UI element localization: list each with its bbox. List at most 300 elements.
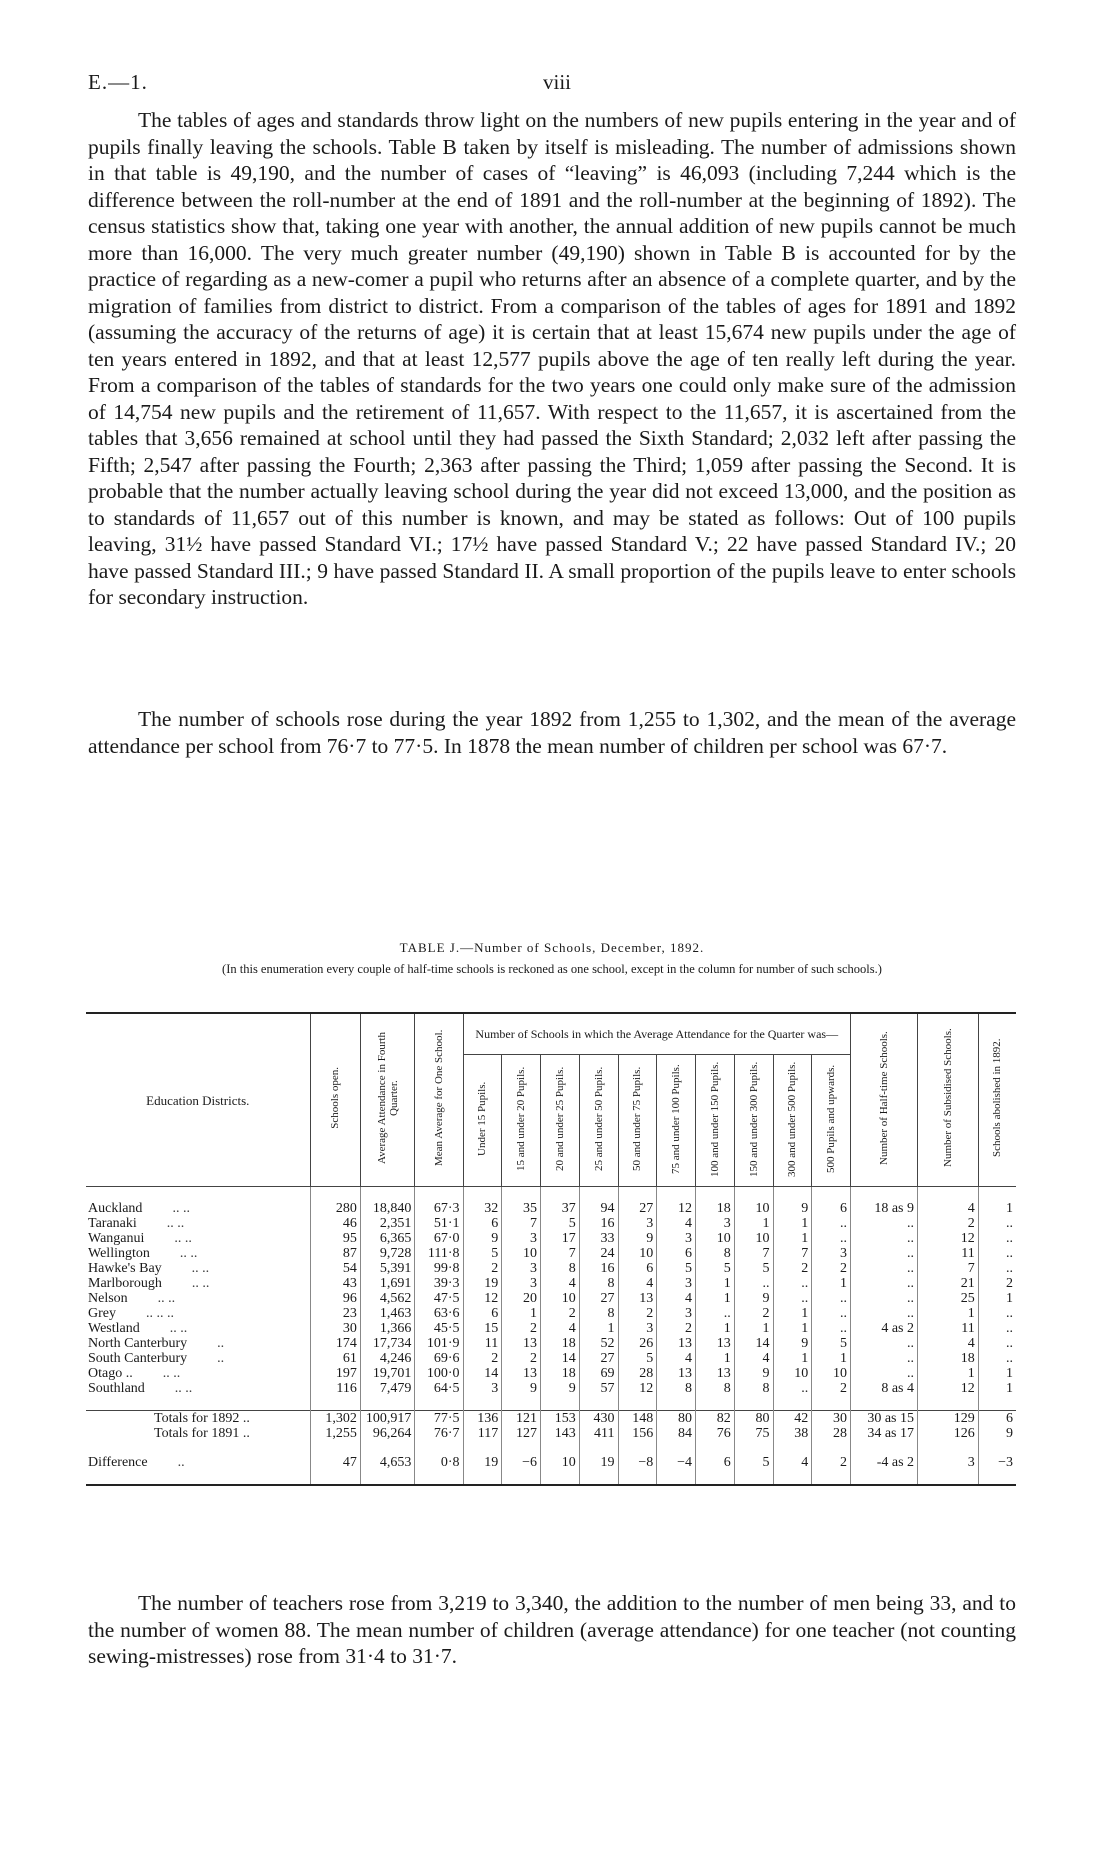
table-cell: −6 — [502, 1455, 541, 1470]
table-cell: 13 — [657, 1336, 696, 1351]
table-row — [86, 1276, 1016, 1291]
table-cell: .. — [773, 1276, 812, 1291]
table-cell: 1 — [918, 1306, 979, 1321]
table-cell: 1 — [978, 1201, 1016, 1216]
table-cell: 63·6 — [415, 1306, 463, 1321]
table-cell: 1 — [812, 1276, 851, 1291]
table-cell: 2 — [541, 1306, 580, 1321]
table-cell: 4 as 2 — [851, 1321, 918, 1336]
table-cell: 100·0 — [415, 1366, 463, 1381]
table-row — [86, 1246, 1016, 1261]
leader-dots: .. .. .. — [146, 1306, 174, 1321]
table-cell: 95 — [310, 1231, 360, 1246]
header-20-25: 20 and under 25 Pupils. — [541, 1055, 580, 1187]
table-cell: 9,728 — [360, 1246, 414, 1261]
table-cell: .. — [851, 1291, 918, 1306]
district-name: Southland — [88, 1381, 145, 1396]
table-cell: 4 — [734, 1351, 773, 1366]
table-cell: 5 — [657, 1261, 696, 1276]
table-cell: 1 — [918, 1366, 979, 1381]
table-cell: .. — [851, 1261, 918, 1276]
table-cell: 96 — [310, 1291, 360, 1306]
table-cell: 32 — [463, 1201, 502, 1216]
table-cell: 15 — [463, 1321, 502, 1336]
table-cell: 87 — [310, 1246, 360, 1261]
leader-dots: .. — [177, 1455, 185, 1470]
table-cell: 1 — [978, 1366, 1016, 1381]
table-cell: 23 — [310, 1306, 360, 1321]
table-cell: 20 — [502, 1291, 541, 1306]
district-name-cell — [86, 1381, 310, 1396]
leader-dots: .. .. — [172, 1201, 190, 1216]
table-cell: 67·3 — [415, 1201, 463, 1216]
table-cell: 6 — [696, 1455, 735, 1470]
schools-table — [86, 1012, 1016, 1486]
table-cell: 3 — [657, 1306, 696, 1321]
leader-dots: .. .. — [174, 1381, 193, 1396]
table-cell: 1 — [978, 1381, 1016, 1396]
table-row — [86, 1261, 1016, 1276]
table-cell: 2 — [463, 1351, 502, 1366]
leader-dots: .. — [217, 1351, 225, 1366]
table-cell: 7 — [918, 1261, 979, 1276]
table-cell: .. — [812, 1321, 851, 1336]
table-cell: 80 — [734, 1411, 773, 1427]
table-cell: 14 — [541, 1351, 580, 1366]
table-cell: .. — [851, 1276, 918, 1291]
table-cell: 2 — [657, 1321, 696, 1336]
table-row — [86, 1336, 1016, 1351]
table-cell: .. — [851, 1351, 918, 1366]
table-cell: 280 — [310, 1201, 360, 1216]
totals-row — [86, 1411, 1016, 1427]
table-cell: .. — [773, 1381, 812, 1396]
header-average-attendance: Average Attendance in Fourth Quarter. — [360, 1013, 414, 1187]
table-cell: 143 — [541, 1426, 580, 1441]
district-name-cell — [86, 1351, 310, 1366]
table-cell: 100,917 — [360, 1411, 414, 1427]
table-cell: 121 — [502, 1411, 541, 1427]
table-cell: 2 — [773, 1261, 812, 1276]
table-cell: 33 — [579, 1231, 618, 1246]
district-name-cell — [86, 1336, 310, 1351]
table-cell: 0·8 — [415, 1455, 463, 1470]
table-cell: 117 — [463, 1426, 502, 1441]
table-cell: 5 — [812, 1336, 851, 1351]
table-cell: 3 — [502, 1276, 541, 1291]
table-cell: 17,734 — [360, 1336, 414, 1351]
table-cell: 5 — [618, 1351, 657, 1366]
district-name-cell — [86, 1216, 310, 1231]
leader-dots: .. .. — [166, 1216, 185, 1231]
table-cell: 136 — [463, 1411, 502, 1427]
table-cell: .. — [812, 1306, 851, 1321]
district-name: Hawke's Bay — [88, 1261, 162, 1276]
header-300-500: 300 and under 500 Pupils. — [773, 1055, 812, 1187]
table-cell: 80 — [657, 1411, 696, 1427]
district-name: South Canterbury — [88, 1351, 188, 1366]
difference-row — [86, 1455, 1016, 1470]
document-reference: E.—1. — [88, 70, 148, 94]
leader-dots: .. .. — [191, 1261, 210, 1276]
leader-dots: .. .. — [191, 1276, 210, 1291]
table-cell: 11 — [918, 1321, 979, 1336]
header-mean-average: Mean Average for One School. — [415, 1013, 463, 1187]
table-row — [86, 1216, 1016, 1231]
table-caption: TABLE J.—Number of Schools, December, 1892. — [399, 940, 705, 955]
table-cell: 111·8 — [415, 1246, 463, 1261]
table-cell: 1 — [773, 1351, 812, 1366]
table-cell: 4 — [773, 1455, 812, 1470]
header-half-time: Number of Half-time Schools. — [851, 1013, 918, 1187]
table-cell: 25 — [918, 1291, 979, 1306]
table-cell: 4,246 — [360, 1351, 414, 1366]
table-note: (In this enumeration every couple of half-time schools is reckoned as one school, except in the column for number of such schools.) — [222, 962, 882, 976]
table-cell: 8 — [734, 1381, 773, 1396]
table-cell: .. — [812, 1216, 851, 1231]
table-cell: 6 — [812, 1201, 851, 1216]
district-name: Otago .. — [88, 1366, 133, 1381]
table-cell: .. — [978, 1246, 1016, 1261]
district-name: Totals for 1892 .. — [154, 1411, 250, 1426]
table-row — [86, 1201, 1016, 1216]
table-cell: 6 — [463, 1216, 502, 1231]
table-cell: 1 — [734, 1216, 773, 1231]
table-cell: 3 — [657, 1276, 696, 1291]
district-name-cell — [86, 1276, 310, 1291]
table-cell: .. — [978, 1261, 1016, 1276]
spacer-row — [86, 1441, 1016, 1455]
table-cell: 3 — [696, 1216, 735, 1231]
table-cell: 5 — [696, 1261, 735, 1276]
table-cell: .. — [851, 1366, 918, 1381]
district-name-cell — [86, 1366, 310, 1381]
table-cell: 34 as 17 — [851, 1426, 918, 1441]
table-cell: 77·5 — [415, 1411, 463, 1427]
header-district: Education Districts. — [86, 1013, 310, 1187]
table-cell: 1,463 — [360, 1306, 414, 1321]
table-cell: -4 as 2 — [851, 1455, 918, 1470]
table-cell: 197 — [310, 1366, 360, 1381]
table-cell: 46 — [310, 1216, 360, 1231]
table-cell: 1,691 — [360, 1276, 414, 1291]
table-cell: .. — [851, 1246, 918, 1261]
table-cell: 45·5 — [415, 1321, 463, 1336]
table-row — [86, 1351, 1016, 1366]
table-cell: 4 — [657, 1351, 696, 1366]
table-row — [86, 1366, 1016, 1381]
paragraph-schools-count: The number of schools rose during the year 1892 from 1,255 to 1,302, and the mean of the average attendance per school from 76·7 to 77·5. In 1878 the mean number of children per school was 67·7. — [88, 707, 1016, 758]
table-cell: 18 — [918, 1351, 979, 1366]
table-cell: 47·5 — [415, 1291, 463, 1306]
district-name-cell — [86, 1261, 310, 1276]
table-cell: 16 — [579, 1261, 618, 1276]
table-cell: 9 — [618, 1231, 657, 1246]
table-cell: 9 — [773, 1336, 812, 1351]
table-cell: 3 — [463, 1381, 502, 1396]
table-cell: 8 — [696, 1246, 735, 1261]
table-cell: 153 — [541, 1411, 580, 1427]
table-cell: 5 — [734, 1261, 773, 1276]
table-cell: 1 — [773, 1216, 812, 1231]
table-cell: 52 — [579, 1336, 618, 1351]
table-cell: 14 — [463, 1366, 502, 1381]
header-15-20: 15 and under 20 Pupils. — [502, 1055, 541, 1187]
table-cell: 7 — [541, 1246, 580, 1261]
table-cell: 8 — [696, 1381, 735, 1396]
table-cell: 94 — [579, 1201, 618, 1216]
table-cell: 19,701 — [360, 1366, 414, 1381]
page-number: viii — [542, 70, 571, 94]
table-cell: 10 — [696, 1231, 735, 1246]
table-cell: 13 — [696, 1366, 735, 1381]
table-row — [86, 1231, 1016, 1246]
table-cell: 7 — [773, 1246, 812, 1261]
table-cell: 4,562 — [360, 1291, 414, 1306]
table-cell: 2 — [978, 1276, 1016, 1291]
district-name-cell — [86, 1426, 310, 1441]
table-cell: 129 — [918, 1411, 979, 1427]
header-100-150: 100 and under 150 Pupils. — [696, 1055, 735, 1187]
table-cell: 18 — [541, 1336, 580, 1351]
table-cell: 9 — [734, 1366, 773, 1381]
table-row — [86, 1291, 1016, 1306]
table-cell: 4 — [541, 1276, 580, 1291]
header-25-50: 25 and under 50 Pupils. — [579, 1055, 618, 1187]
table-cell: .. — [734, 1276, 773, 1291]
table-cell: 43 — [310, 1276, 360, 1291]
table-cell: 38 — [773, 1426, 812, 1441]
leader-dots: .. .. — [174, 1231, 192, 1246]
table-cell: 7 — [502, 1216, 541, 1231]
table-cell: 4 — [541, 1321, 580, 1336]
table-cell: 10 — [773, 1366, 812, 1381]
table-cell: .. — [773, 1291, 812, 1306]
table-cell: 2 — [618, 1306, 657, 1321]
district-name: Totals for 1891 .. — [154, 1426, 250, 1441]
table-cell: 42 — [773, 1411, 812, 1427]
table-cell: 57 — [579, 1381, 618, 1396]
table-cell: 18 as 9 — [851, 1201, 918, 1216]
table-cell: 1 — [812, 1351, 851, 1366]
table-cell: 76 — [696, 1426, 735, 1441]
table-cell: 2 — [502, 1321, 541, 1336]
table-cell: 39·3 — [415, 1276, 463, 1291]
table-cell: 6 — [463, 1306, 502, 1321]
table-cell: 17 — [541, 1231, 580, 1246]
table-cell: 64·5 — [415, 1381, 463, 1396]
table-cell: 1 — [696, 1291, 735, 1306]
table-cell: 1 — [734, 1321, 773, 1336]
leader-dots: .. — [217, 1336, 225, 1351]
table-cell: 4 — [618, 1276, 657, 1291]
table-cell: 10 — [812, 1366, 851, 1381]
table-cell: 1 — [502, 1306, 541, 1321]
table-cell: 27 — [618, 1201, 657, 1216]
district-name: Difference — [88, 1455, 148, 1470]
table-cell: 8 — [657, 1381, 696, 1396]
table-cell: −8 — [618, 1455, 657, 1470]
table-cell: 1 — [773, 1321, 812, 1336]
table-cell: 12 — [918, 1231, 979, 1246]
table-cell: 10 — [541, 1455, 580, 1470]
table-cell: 5 — [541, 1216, 580, 1231]
header-75-100: 75 and under 100 Pupils. — [657, 1055, 696, 1187]
header-schools-open: Schools open. — [310, 1013, 360, 1187]
table-cell: 13 — [696, 1336, 735, 1351]
table-cell: 4 — [657, 1216, 696, 1231]
table-cell: 76·7 — [415, 1426, 463, 1441]
table-cell: 30 as 15 — [851, 1411, 918, 1427]
table-cell: 12 — [618, 1381, 657, 1396]
table-cell: 4 — [918, 1336, 979, 1351]
table-cell: 1,255 — [310, 1426, 360, 1441]
table-cell: 69 — [579, 1366, 618, 1381]
table-cell: 18 — [541, 1366, 580, 1381]
table-cell: .. — [978, 1216, 1016, 1231]
district-name: Nelson — [88, 1291, 128, 1306]
table-cell: 116 — [310, 1381, 360, 1396]
table-cell: 96,264 — [360, 1426, 414, 1441]
table-cell: 10 — [502, 1246, 541, 1261]
table-cell: 13 — [618, 1291, 657, 1306]
table-cell: .. — [978, 1231, 1016, 1246]
table-cell: 51·1 — [415, 1216, 463, 1231]
table-cell: 1 — [773, 1306, 812, 1321]
table-cell: 13 — [657, 1366, 696, 1381]
district-name-cell — [86, 1246, 310, 1261]
table-cell: 19 — [463, 1276, 502, 1291]
table-cell: 6 — [978, 1411, 1016, 1427]
spacer-row — [86, 1470, 1016, 1485]
leader-dots: .. .. — [169, 1321, 188, 1336]
header-attendance-group: Number of Schools in which the Average Attendance for the Quarter was— — [463, 1013, 851, 1055]
table-cell: 8 as 4 — [851, 1381, 918, 1396]
table-cell: 2 — [812, 1381, 851, 1396]
table-cell: 430 — [579, 1411, 618, 1427]
table-cell: 7 — [734, 1246, 773, 1261]
table-cell: 3 — [618, 1321, 657, 1336]
table-cell: 1,302 — [310, 1411, 360, 1427]
table-cell: 12 — [463, 1291, 502, 1306]
district-name: Wanganui — [88, 1231, 145, 1246]
table-cell: 10 — [734, 1201, 773, 1216]
table-cell: 27 — [579, 1291, 618, 1306]
table-cell: 4,653 — [360, 1455, 414, 1470]
table-cell: 82 — [696, 1411, 735, 1427]
page-header — [88, 70, 1026, 100]
table-cell: 2,351 — [360, 1216, 414, 1231]
table-cell: 1 — [978, 1291, 1016, 1306]
table-cell: 3 — [618, 1216, 657, 1231]
table-cell: 30 — [310, 1321, 360, 1336]
district-name-cell — [86, 1291, 310, 1306]
table-cell: 10 — [734, 1231, 773, 1246]
table-cell: 2 — [502, 1351, 541, 1366]
header-50-75: 50 and under 75 Pupils. — [618, 1055, 657, 1187]
table-cell: 148 — [618, 1411, 657, 1427]
district-name: Auckland — [88, 1201, 143, 1216]
table-cell: 12 — [657, 1201, 696, 1216]
table-cell: 8 — [579, 1276, 618, 1291]
table-cell: 1 — [773, 1231, 812, 1246]
header-abolished: Schools abolished in 1892. — [978, 1013, 1016, 1187]
header-subsidised: Number of Subsidised Schools. — [918, 1013, 979, 1187]
paragraph-teachers: The number of teachers rose from 3,219 to 3,340, the addition to the number of men being 33, and to the number of women 88. The mean number of children (average attendance) for one teacher (not counting sewing-mistresses) rose from 31·4 to 31·7. — [88, 1591, 1016, 1668]
spacer-row — [86, 1396, 1016, 1411]
leader-dots: .. .. — [162, 1366, 181, 1381]
table-cell: 4 — [918, 1201, 979, 1216]
table-cell: −4 — [657, 1455, 696, 1470]
district-name-cell — [86, 1231, 310, 1246]
table-cell: 5 — [463, 1246, 502, 1261]
table-cell: 9 — [734, 1291, 773, 1306]
header-150-300: 150 and under 300 Pupils. — [734, 1055, 773, 1187]
table-cell: 61 — [310, 1351, 360, 1366]
table-cell: 26 — [618, 1336, 657, 1351]
table-cell: 5,391 — [360, 1261, 414, 1276]
district-name: Westland — [88, 1321, 140, 1336]
table-cell: 19 — [463, 1455, 502, 1470]
table-cell: 18,840 — [360, 1201, 414, 1216]
table-cell: .. — [978, 1321, 1016, 1336]
table-cell: 6,365 — [360, 1231, 414, 1246]
table-cell: 411 — [579, 1426, 618, 1441]
table-cell: .. — [696, 1306, 735, 1321]
district-name-cell — [86, 1321, 310, 1336]
table-cell: 126 — [918, 1426, 979, 1441]
table-cell: 18 — [696, 1201, 735, 1216]
district-name-cell — [86, 1306, 310, 1321]
table-cell: 101·9 — [415, 1336, 463, 1351]
district-name-cell — [86, 1201, 310, 1216]
table-cell: 35 — [502, 1201, 541, 1216]
table-cell: .. — [812, 1231, 851, 1246]
table-cell: 2 — [463, 1261, 502, 1276]
table-cell: .. — [851, 1231, 918, 1246]
district-name: Marlborough — [88, 1276, 162, 1291]
table-cell: 3 — [502, 1231, 541, 1246]
table-cell: 3 — [812, 1246, 851, 1261]
table-cell: 9 — [541, 1381, 580, 1396]
district-name: Wellington — [88, 1246, 150, 1261]
table-cell: .. — [851, 1306, 918, 1321]
table-cell: 37 — [541, 1201, 580, 1216]
table-cell: 10 — [618, 1246, 657, 1261]
table-cell: 8 — [579, 1306, 618, 1321]
table-cell: 174 — [310, 1336, 360, 1351]
table-cell: 16 — [579, 1216, 618, 1231]
table-cell: 47 — [310, 1455, 360, 1470]
table-row — [86, 1381, 1016, 1396]
table-cell: 14 — [734, 1336, 773, 1351]
table-cell: 21 — [918, 1276, 979, 1291]
table-cell: 67·0 — [415, 1231, 463, 1246]
table-row — [86, 1321, 1016, 1336]
table-cell: 2 — [734, 1306, 773, 1321]
table-cell: 7,479 — [360, 1381, 414, 1396]
table-cell: 13 — [502, 1366, 541, 1381]
table-cell: 10 — [541, 1291, 580, 1306]
table-cell: 99·8 — [415, 1261, 463, 1276]
table-cell: 1 — [579, 1321, 618, 1336]
table-body — [86, 1187, 1016, 1486]
header-500-up: 500 Pupils and upwards. — [812, 1055, 851, 1187]
totals-row — [86, 1426, 1016, 1441]
table-cell: 27 — [579, 1351, 618, 1366]
table-cell: 1 — [696, 1321, 735, 1336]
table-cell: 9 — [463, 1231, 502, 1246]
